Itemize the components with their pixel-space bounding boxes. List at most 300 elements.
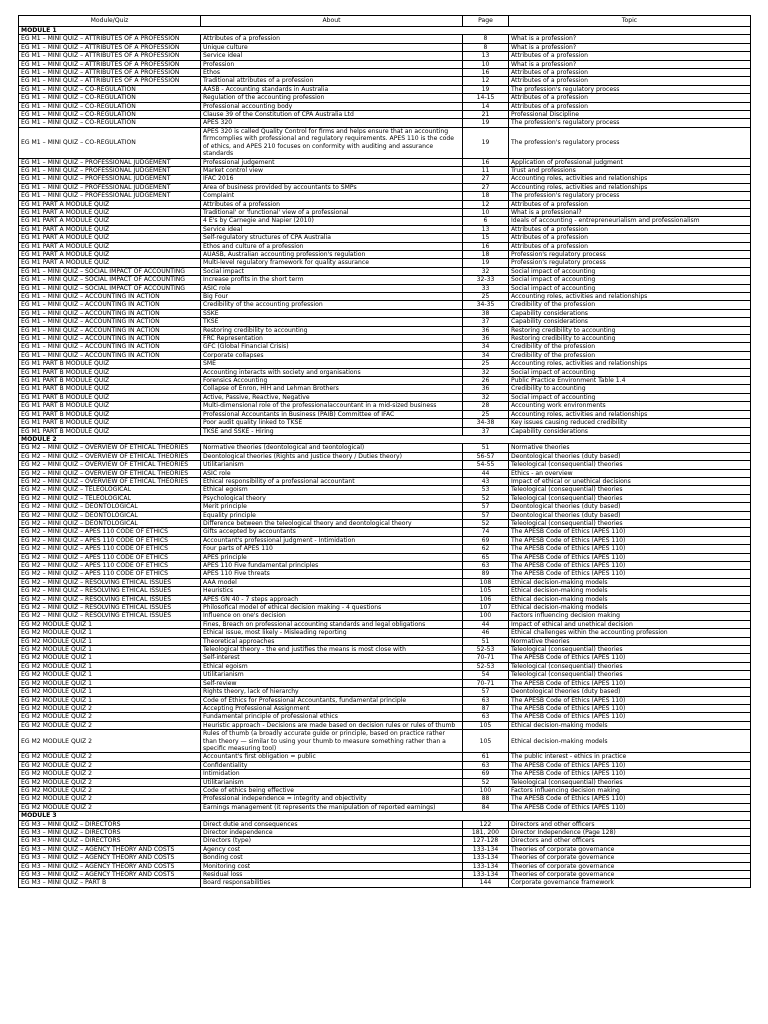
cell-about: Utilitarianism <box>201 461 463 469</box>
cell-module-quiz: EG M2 – MINI QUIZ – OVERVIEW OF ETHICAL THEORIES <box>19 477 201 485</box>
cell-about: FRC Representation <box>201 335 463 343</box>
cell-topic: The APESB Code of Ethics (APES 110) <box>509 536 751 544</box>
cell-module-quiz: EG M1 – MINI QUIZ – CO-REGULATION <box>19 119 201 127</box>
cell-page: 10 <box>463 60 509 68</box>
cell-topic: Attributes of a profession <box>509 242 751 250</box>
cell-page: 25 <box>463 293 509 301</box>
cell-module-quiz: EG M3 – MINI QUIZ – AGENCY THEORY AND COSTS <box>19 871 201 879</box>
cell-topic: Attributes of a profession <box>509 77 751 85</box>
cell-topic: Social impact of accounting <box>509 267 751 275</box>
table-row <box>19 845 751 853</box>
table-row <box>19 528 751 536</box>
cell-about: Residual loss <box>201 871 463 879</box>
cell-about: Professional judgement <box>201 158 463 166</box>
cell-page: 21 <box>463 111 509 119</box>
cell-about: SME <box>201 360 463 368</box>
cell-topic: Attributes of a profession <box>509 225 751 233</box>
cell-topic: The APESB Code of Ethics (APES 110) <box>509 654 751 662</box>
cell-about: Rights theory, lack of hierarchy <box>201 688 463 696</box>
cell-about: Traditional attributes of a profession <box>201 77 463 85</box>
table-row <box>19 43 751 51</box>
cell-module-quiz: EG M1 – MINI QUIZ – ACCOUNTING IN ACTION <box>19 326 201 334</box>
table-row <box>19 276 751 284</box>
cell-about: Accepting Professional Assignment <box>201 704 463 712</box>
cell-page: 51 <box>463 637 509 645</box>
cell-about: Big Four <box>201 293 463 301</box>
table-row <box>19 85 751 93</box>
table-row <box>19 778 751 786</box>
cell-topic: Social impact of accounting <box>509 284 751 292</box>
cell-module-quiz: EG M1 – MINI QUIZ – ACCOUNTING IN ACTION <box>19 309 201 317</box>
cell-about: GFC (Global Financial Crisis) <box>201 343 463 351</box>
cell-about: Complaint <box>201 192 463 200</box>
cell-topic: Accounting roles, activities and relationships <box>509 360 751 368</box>
table-row <box>19 335 751 343</box>
cell-page: 25 <box>463 410 509 418</box>
cell-page: 16 <box>463 158 509 166</box>
cell-topic: Accounting roles, activities and relationships <box>509 410 751 418</box>
table-row <box>19 166 751 174</box>
cell-page: 33 <box>463 284 509 292</box>
table-row <box>19 309 751 317</box>
cell-about: Self-review <box>201 679 463 687</box>
cell-module-quiz: EG M1 – MINI QUIZ – PROFESSIONAL JUDGEMENT <box>19 166 201 174</box>
cell-page: 12 <box>463 77 509 85</box>
cell-page: 133-134 <box>463 871 509 879</box>
cell-module-quiz: EG M1 – MINI QUIZ – PROFESSIONAL JUDGEMENT <box>19 175 201 183</box>
cell-module-quiz: EG M3 – MINI QUIZ – PART B <box>19 879 201 887</box>
table-row <box>19 35 751 43</box>
cell-topic: Profession's regulatory process <box>509 250 751 258</box>
table-row <box>19 595 751 603</box>
cell-about: Service ideal <box>201 225 463 233</box>
table-row <box>19 570 751 578</box>
cell-page: 54 <box>463 671 509 679</box>
cell-page: 53 <box>463 486 509 494</box>
module-section-row <box>19 27 751 35</box>
cell-page: 100 <box>463 612 509 620</box>
table-row <box>19 803 751 811</box>
cell-module-quiz: EG M1 – MINI QUIZ – ACCOUNTING IN ACTION <box>19 301 201 309</box>
table-row <box>19 578 751 586</box>
table-row <box>19 452 751 460</box>
quiz-reference-table <box>18 15 751 888</box>
table-row <box>19 562 751 570</box>
table-row <box>19 795 751 803</box>
table-row <box>19 60 751 68</box>
module-section-label: MODULE 2 <box>19 435 751 443</box>
table-row <box>19 111 751 119</box>
cell-module-quiz: EG M1 PART A MODULE QUIZ <box>19 234 201 242</box>
cell-module-quiz: EG M2 – MINI QUIZ – DEONTOLOGICAL <box>19 511 201 519</box>
cell-module-quiz: EG M1 PART A MODULE QUIZ <box>19 200 201 208</box>
cell-page: 13 <box>463 52 509 60</box>
cell-about: Utilitarianism <box>201 778 463 786</box>
cell-page: 57 <box>463 688 509 696</box>
table-row <box>19 444 751 452</box>
cell-topic: What is a profession? <box>509 43 751 51</box>
cell-module-quiz: EG M2 – MINI QUIZ – APES 110 CODE OF ETHICS <box>19 570 201 578</box>
cell-topic: Credibility of the profession <box>509 343 751 351</box>
cell-about: TKSE and SSKE - Hiring <box>201 427 463 435</box>
cell-topic: The APESB Code of Ethics (APES 110) <box>509 761 751 769</box>
cell-about: Accountant's professional judgment - Intimidation <box>201 536 463 544</box>
cell-about: ASIC role <box>201 469 463 477</box>
table-row <box>19 410 751 418</box>
cell-page: 63 <box>463 761 509 769</box>
cell-page: 12 <box>463 200 509 208</box>
cell-module-quiz: EG M1 – MINI QUIZ – ATTRIBUTES OF A PROFESSION <box>19 43 201 51</box>
table-row <box>19 192 751 200</box>
cell-about: APES 320 is called Quality Control for firms and helps ensure that an accounting firmcomplies with professional and regulatory requirements. APES 110 is the code of ethics, and APES 210 focuses on conformity with auditing and assurance standards <box>201 127 463 158</box>
table-row <box>19 293 751 301</box>
cell-module-quiz: EG M1 PART B MODULE QUIZ <box>19 385 201 393</box>
cell-about: APES 110 Five threats <box>201 570 463 578</box>
cell-topic: Normative theories <box>509 444 751 452</box>
cell-module-quiz: EG M1 – MINI QUIZ – ACCOUNTING IN ACTION <box>19 335 201 343</box>
cell-page: 43 <box>463 477 509 485</box>
cell-about: Ethos and culture of a profession <box>201 242 463 250</box>
cell-module-quiz: EG M1 – MINI QUIZ – ACCOUNTING IN ACTION <box>19 343 201 351</box>
cell-about: Attributes of a profession <box>201 35 463 43</box>
cell-about: Rules of thumb (a broadly accurate guide or principle, based on practice rather than theory — similar to using your thumb to measure something rather than a specific measuring tool) <box>201 730 463 753</box>
cell-about: Traditional' or 'functional' view of a professional <box>201 208 463 216</box>
cell-page: 34-35 <box>463 301 509 309</box>
cell-module-quiz: EG M2 – MINI QUIZ – OVERVIEW OF ETHICAL THEORIES <box>19 461 201 469</box>
cell-module-quiz: EG M3 – MINI QUIZ – DIRECTORS <box>19 820 201 828</box>
cell-topic: Public Practice Environment Table 1.4 <box>509 377 751 385</box>
table-row <box>19 402 751 410</box>
cell-module-quiz: EG M3 – MINI QUIZ – AGENCY THEORY AND COSTS <box>19 862 201 870</box>
cell-topic: Attributes of a profession <box>509 69 751 77</box>
cell-module-quiz: EG M1 PART B MODULE QUIZ <box>19 427 201 435</box>
cell-about: Equality principle <box>201 511 463 519</box>
cell-module-quiz: EG M3 – MINI QUIZ – DIRECTORS <box>19 829 201 837</box>
table-row <box>19 629 751 637</box>
cell-page: 144 <box>463 879 509 887</box>
table-row <box>19 545 751 553</box>
cell-module-quiz: EG M2 – MINI QUIZ – DEONTOLOGICAL <box>19 503 201 511</box>
cell-module-quiz: EG M2 MODULE QUIZ 1 <box>19 688 201 696</box>
cell-topic: Capability considerations <box>509 309 751 317</box>
cell-topic: What is a professional? <box>509 208 751 216</box>
cell-about: APES GN 40 - 7 steps approach <box>201 595 463 603</box>
cell-about: Monitoring cost <box>201 862 463 870</box>
cell-page: 133-134 <box>463 862 509 870</box>
table-row <box>19 612 751 620</box>
cell-page: 88 <box>463 795 509 803</box>
cell-about: Teleological theory - the end justifies the means is most close with <box>201 646 463 654</box>
cell-module-quiz: EG M1 – MINI QUIZ – ACCOUNTING IN ACTION <box>19 293 201 301</box>
cell-topic: Teleological (consequential) theories <box>509 778 751 786</box>
cell-module-quiz: EG M1 – MINI QUIZ – SOCIAL IMPACT OF ACCOUNTING <box>19 267 201 275</box>
cell-about: Credibility of the accounting profession <box>201 301 463 309</box>
cell-about: ASIC role <box>201 284 463 292</box>
table-row <box>19 368 751 376</box>
cell-page: 37 <box>463 318 509 326</box>
cell-about: Earnings management (it represents the manipulation of reported earnings) <box>201 803 463 811</box>
cell-about: Self-interest <box>201 654 463 662</box>
table-body <box>19 27 751 888</box>
cell-module-quiz: EG M2 – MINI QUIZ – OVERVIEW OF ETHICAL THEORIES <box>19 452 201 460</box>
cell-topic: The APESB Code of Ethics (APES 110) <box>509 545 751 553</box>
cell-page: 62 <box>463 545 509 553</box>
cell-module-quiz: EG M2 MODULE QUIZ 2 <box>19 721 201 729</box>
cell-module-quiz: EG M1 – MINI QUIZ – PROFESSIONAL JUDGEMENT <box>19 158 201 166</box>
header-module-quiz: Module/Quiz <box>19 16 201 27</box>
table-row <box>19 469 751 477</box>
cell-page: 87 <box>463 704 509 712</box>
table-row <box>19 158 751 166</box>
table-row <box>19 200 751 208</box>
cell-topic: Theories of corporate governance <box>509 845 751 853</box>
cell-topic: The public interest - ethics in practice <box>509 753 751 761</box>
cell-module-quiz: EG M2 MODULE QUIZ 2 <box>19 753 201 761</box>
table-row <box>19 494 751 502</box>
cell-topic: The APESB Code of Ethics (APES 110) <box>509 562 751 570</box>
cell-module-quiz: EG M2 – MINI QUIZ – OVERVIEW OF ETHICAL THEORIES <box>19 469 201 477</box>
cell-about: Normative theories (deontological and teontological) <box>201 444 463 452</box>
cell-page: 34 <box>463 343 509 351</box>
cell-about: Four parts of APES 110 <box>201 545 463 553</box>
cell-about: Unique culture <box>201 43 463 51</box>
cell-module-quiz: EG M2 MODULE QUIZ 1 <box>19 662 201 670</box>
cell-module-quiz: EG M1 PART B MODULE QUIZ <box>19 377 201 385</box>
cell-page: 28 <box>463 402 509 410</box>
cell-module-quiz: EG M2 – MINI QUIZ – TELEOLOGICAL <box>19 494 201 502</box>
cell-about: Director independence <box>201 829 463 837</box>
cell-topic: The profession's regulatory process <box>509 119 751 127</box>
cell-topic: Ethical decision-making models <box>509 730 751 753</box>
cell-topic: Teleological (consequential) theories <box>509 494 751 502</box>
cell-topic: Attributes of a profession <box>509 200 751 208</box>
table-row <box>19 301 751 309</box>
cell-about: Board responsabilities <box>201 879 463 887</box>
cell-about: Poor audit quality linked to TKSE <box>201 419 463 427</box>
cell-about: Agency cost <box>201 845 463 853</box>
cell-about: Merit principle <box>201 503 463 511</box>
cell-page: 16 <box>463 242 509 250</box>
cell-module-quiz: EG M1 – MINI QUIZ – ATTRIBUTES OF A PROFESSION <box>19 77 201 85</box>
cell-topic: Theories of corporate governance <box>509 862 751 870</box>
cell-about: Ethos <box>201 69 463 77</box>
cell-page: 11 <box>463 166 509 174</box>
cell-about: Code of Ethics for Professional Accountants, fundamental principle <box>201 696 463 704</box>
cell-module-quiz: EG M1 PART B MODULE QUIZ <box>19 368 201 376</box>
cell-topic: Deontological theories (duty based) <box>509 688 751 696</box>
cell-about: Professional Accountants in Business (PAIB) Committee of IFAC <box>201 410 463 418</box>
cell-module-quiz: EG M2 MODULE QUIZ 2 <box>19 778 201 786</box>
header-row <box>19 16 751 27</box>
cell-about: Influence on one's decision <box>201 612 463 620</box>
cell-module-quiz: EG M1 PART A MODULE QUIZ <box>19 250 201 258</box>
cell-topic: Attributes of a profession <box>509 102 751 110</box>
cell-page: 57 <box>463 503 509 511</box>
cell-about: Heuristic approach - Decisions are made based on decision rules or rules of thumb <box>201 721 463 729</box>
cell-about: APES 110 Five fundamental principles <box>201 562 463 570</box>
table-row <box>19 688 751 696</box>
cell-topic: Ethical decision-making models <box>509 604 751 612</box>
table-row <box>19 829 751 837</box>
cell-topic: Teleological (consequential) theories <box>509 486 751 494</box>
cell-about: Service ideal <box>201 52 463 60</box>
cell-page: 14-15 <box>463 94 509 102</box>
cell-page: 122 <box>463 820 509 828</box>
cell-about: Clause 39 of the Constitution of CPA Australia Ltd <box>201 111 463 119</box>
cell-module-quiz: EG M2 – MINI QUIZ – RESOLVING ETHICAL ISSUES <box>19 604 201 612</box>
cell-about: Ethical egoism <box>201 486 463 494</box>
cell-topic: Trust and professions <box>509 166 751 174</box>
cell-module-quiz: EG M1 PART A MODULE QUIZ <box>19 242 201 250</box>
cell-topic: Credibility of the profession <box>509 351 751 359</box>
cell-topic: Normative theories <box>509 637 751 645</box>
cell-about: Multi-dimensional role of the professionalaccountant in a mid-sized business <box>201 402 463 410</box>
table-row <box>19 679 751 687</box>
cell-topic: The APESB Code of Ethics (APES 110) <box>509 803 751 811</box>
header-topic: Topic <box>509 16 751 27</box>
cell-topic: Social impact of accounting <box>509 368 751 376</box>
cell-module-quiz: EG M1 – MINI QUIZ – CO-REGULATION <box>19 94 201 102</box>
table-row <box>19 486 751 494</box>
table-row <box>19 242 751 250</box>
cell-page: 32 <box>463 267 509 275</box>
cell-page: 19 <box>463 127 509 158</box>
cell-page: 106 <box>463 595 509 603</box>
cell-page: 51 <box>463 444 509 452</box>
cell-module-quiz: EG M1 PART A MODULE QUIZ <box>19 217 201 225</box>
cell-about: AUASB, Australian accounting profession's regulation <box>201 250 463 258</box>
cell-page: 36 <box>463 385 509 393</box>
cell-page: 133-134 <box>463 845 509 853</box>
cell-topic: Attributes of a profession <box>509 94 751 102</box>
cell-topic: Ethical decision-making models <box>509 578 751 586</box>
table-row <box>19 94 751 102</box>
cell-module-quiz: EG M2 MODULE QUIZ 2 <box>19 786 201 794</box>
table-row <box>19 721 751 729</box>
cell-topic: Factors influencing decision making <box>509 612 751 620</box>
cell-topic: Impact of ethical or unethical decisions <box>509 477 751 485</box>
cell-topic: Accounting roles, activities and relationships <box>509 175 751 183</box>
table-row <box>19 326 751 334</box>
cell-about: Restoring credibility to accounting <box>201 326 463 334</box>
cell-module-quiz: EG M1 PART A MODULE QUIZ <box>19 225 201 233</box>
cell-page: 105 <box>463 730 509 753</box>
cell-page: 52-53 <box>463 646 509 654</box>
cell-topic: Director Independence (Page 128) <box>509 829 751 837</box>
cell-module-quiz: EG M2 MODULE QUIZ 1 <box>19 629 201 637</box>
cell-topic: The APESB Code of Ethics (APES 110) <box>509 570 751 578</box>
cell-topic: The APESB Code of Ethics (APES 110) <box>509 679 751 687</box>
cell-module-quiz: EG M2 – MINI QUIZ – RESOLVING ETHICAL ISSUES <box>19 595 201 603</box>
cell-page: 32 <box>463 368 509 376</box>
cell-page: 18 <box>463 192 509 200</box>
cell-about: Area of business provided by accountants to SMPs <box>201 183 463 191</box>
cell-page: 107 <box>463 604 509 612</box>
cell-module-quiz: EG M2 – MINI QUIZ – TELEOLOGICAL <box>19 486 201 494</box>
table-row <box>19 519 751 527</box>
table-row <box>19 208 751 216</box>
table-row <box>19 461 751 469</box>
cell-module-quiz: EG M1 – MINI QUIZ – CO-REGULATION <box>19 102 201 110</box>
cell-page: 46 <box>463 629 509 637</box>
table-row <box>19 477 751 485</box>
cell-page: 70-71 <box>463 654 509 662</box>
cell-module-quiz: EG M2 MODULE QUIZ 2 <box>19 770 201 778</box>
module-section-row <box>19 435 751 443</box>
table-row <box>19 696 751 704</box>
cell-topic: Ethics - an overview <box>509 469 751 477</box>
cell-about: Deontological theories (Rights and Justice theory / Duties theory) <box>201 452 463 460</box>
table-row <box>19 234 751 242</box>
cell-module-quiz: EG M2 – MINI QUIZ – APES 110 CODE OF ETHICS <box>19 528 201 536</box>
cell-module-quiz: EG M2 – MINI QUIZ – APES 110 CODE OF ETHICS <box>19 545 201 553</box>
cell-topic: Credibility to accounting <box>509 385 751 393</box>
cell-module-quiz: EG M2 MODULE QUIZ 2 <box>19 795 201 803</box>
table-row <box>19 753 751 761</box>
cell-topic: Impact of ethical and unethical decision <box>509 620 751 628</box>
cell-about: Theoretical approaches <box>201 637 463 645</box>
table-row <box>19 820 751 828</box>
table-row <box>19 862 751 870</box>
cell-module-quiz: EG M2 MODULE QUIZ 1 <box>19 696 201 704</box>
table-row <box>19 730 751 753</box>
cell-page: 32-33 <box>463 276 509 284</box>
cell-page: 13 <box>463 225 509 233</box>
cell-page: 52-53 <box>463 662 509 670</box>
cell-topic: Ethical challenges within the accounting profession <box>509 629 751 637</box>
table-row <box>19 879 751 887</box>
cell-about: Directors (type) <box>201 837 463 845</box>
cell-topic: Accounting roles, activities and relationships <box>509 183 751 191</box>
cell-topic: Profession's regulatory process <box>509 259 751 267</box>
cell-module-quiz: EG M1 – MINI QUIZ – CO-REGULATION <box>19 127 201 158</box>
cell-topic: Application of professional judgment <box>509 158 751 166</box>
cell-topic: Ethical decision-making models <box>509 721 751 729</box>
cell-about: Ethical egoism <box>201 662 463 670</box>
cell-module-quiz: EG M2 – MINI QUIZ – DEONTOLOGICAL <box>19 519 201 527</box>
cell-page: 100 <box>463 786 509 794</box>
cell-page: 44 <box>463 469 509 477</box>
cell-page: 38 <box>463 309 509 317</box>
cell-topic: Capability considerations <box>509 318 751 326</box>
cell-about: Ethical issue, most likely - Misleading reporting <box>201 629 463 637</box>
cell-page: 36 <box>463 326 509 334</box>
cell-module-quiz: EG M1 – MINI QUIZ – SOCIAL IMPACT OF ACCOUNTING <box>19 284 201 292</box>
cell-topic: Teleological (consequential) theories <box>509 662 751 670</box>
cell-module-quiz: EG M1 – MINI QUIZ – PROFESSIONAL JUDGEMENT <box>19 192 201 200</box>
cell-topic: Accounting roles, activities and relationships <box>509 293 751 301</box>
cell-module-quiz: EG M2 MODULE QUIZ 1 <box>19 646 201 654</box>
cell-module-quiz: EG M3 – MINI QUIZ – AGENCY THEORY AND COSTS <box>19 845 201 853</box>
cell-about: Heuristics <box>201 587 463 595</box>
cell-topic: Ideals of accounting - entrepreneurialism and professionalism <box>509 217 751 225</box>
cell-about: Professional accounting body <box>201 102 463 110</box>
cell-topic: Factors influencing decision making <box>509 786 751 794</box>
cell-page: 63 <box>463 562 509 570</box>
cell-about: Fines, Breach on professional accounting standards and legal obligations <box>201 620 463 628</box>
cell-topic: Social impact of accounting <box>509 276 751 284</box>
cell-module-quiz: EG M1 PART A MODULE QUIZ <box>19 259 201 267</box>
table-row <box>19 119 751 127</box>
cell-about: Intimidation <box>201 770 463 778</box>
cell-page: 52 <box>463 778 509 786</box>
cell-page: 15 <box>463 234 509 242</box>
cell-topic: Key issues causing reduced credibility <box>509 419 751 427</box>
cell-module-quiz: EG M1 – MINI QUIZ – ACCOUNTING IN ACTION <box>19 318 201 326</box>
cell-page: 63 <box>463 713 509 721</box>
cell-page: 69 <box>463 536 509 544</box>
cell-about: Confidentiality <box>201 761 463 769</box>
